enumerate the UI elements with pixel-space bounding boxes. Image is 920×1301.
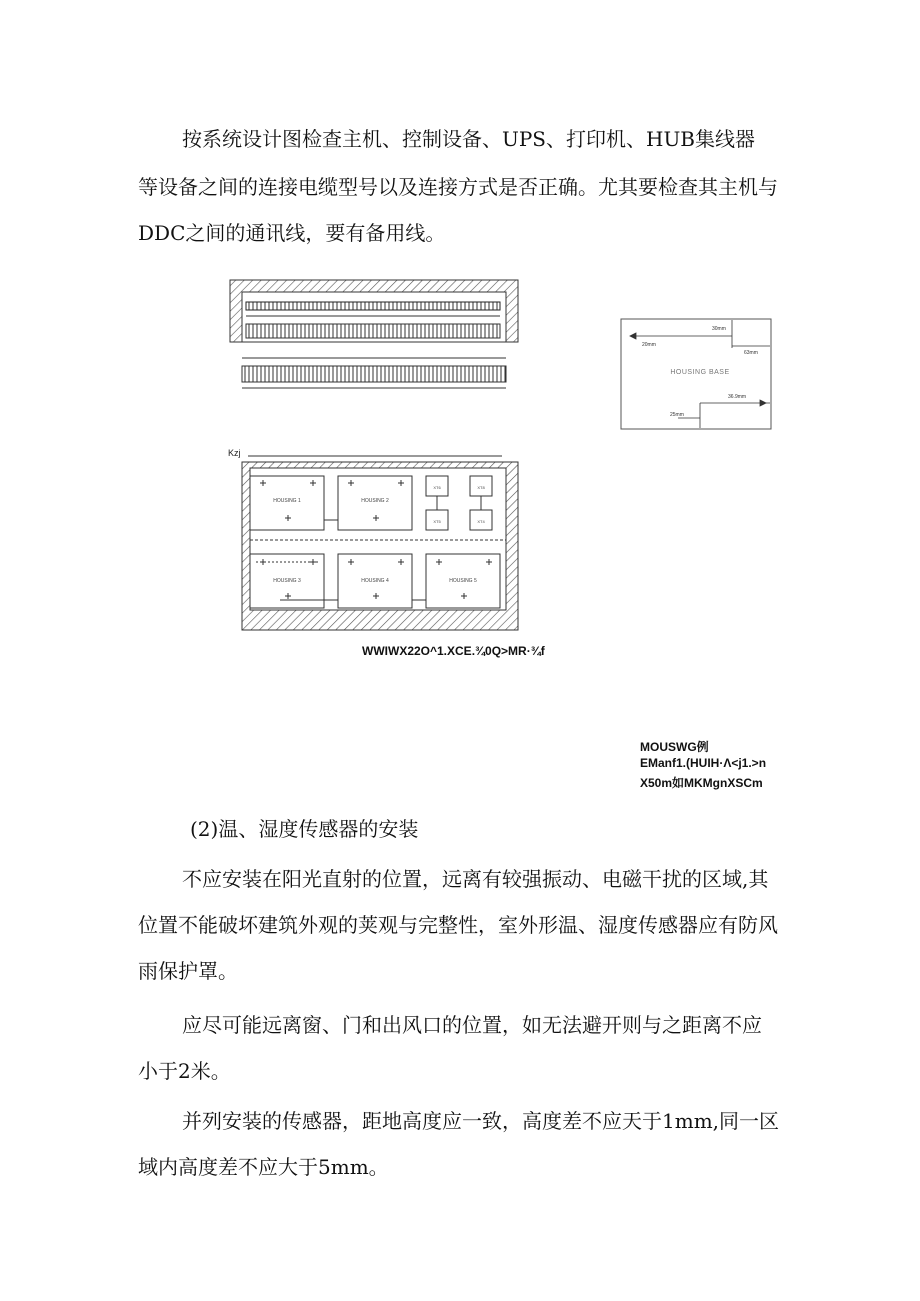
xt-box-2: XT8 (477, 485, 485, 490)
intro-line-1: 按系统设计图检查主机、控制设备、UPS、打印机、HUB集线器 (182, 127, 756, 151)
housing-5-label: HOUSING 5 (449, 578, 477, 584)
right-figure-caption-2: EManf1.(HUIH·Λ<j1.>n (640, 756, 767, 770)
p2-line-1: 应尽可能远离窗、门和出风口的位置，如无法避开则与之距离不应 (182, 1013, 762, 1037)
xt-box-3: XT5 (433, 519, 441, 524)
right-figure-caption-1: MOUSWG例 (640, 740, 709, 754)
p3-line-1: 并列安装的传感器，距地高度应一致，高度差不应天于1mm,同一区 (182, 1109, 780, 1133)
dim-30mm: 30mm (712, 326, 726, 332)
intro-line-2: 等设备之间的连接电缆型号以及连接方式是否正确。尤其要检查其主机与 (138, 175, 778, 199)
dim-63mm: 63mm (744, 350, 758, 356)
housing-4-label: HOUSING 4 (361, 578, 389, 584)
top-cabinet (230, 280, 518, 342)
bottom-cabinet (242, 462, 518, 630)
dim-36-9mm: 36.9mm (728, 394, 747, 400)
housing-3-label: HOUSING 3 (273, 578, 301, 584)
p3-line-2: 域内高度差不应大于5mm。 (138, 1155, 389, 1179)
housing-base-diagram (620, 318, 772, 430)
left-figure-caption: WWIWX22O^1.XCE.¾0Q>MR·¾f (362, 644, 545, 658)
dim-20mm: 20mm (642, 342, 656, 348)
right-figure-caption-3: X50m如MKMgnXSCm (640, 776, 763, 790)
dim-25mm: 25mm (670, 412, 684, 418)
housing-2-label: HOUSING 2 (361, 498, 389, 504)
housing-base-title: HOUSING BASE (670, 369, 730, 376)
intro-line-3: DDC之间的通讯线，要有备用线。 (138, 221, 446, 245)
xt-box-4: XT4 (477, 519, 485, 524)
p1-line-3: 雨保护罩。 (138, 959, 238, 983)
p2-line-2: 小于2米。 (138, 1059, 231, 1083)
cabinet-layout-diagram (220, 270, 530, 640)
section-heading: (2)温、湿度传感器的安装 (190, 817, 419, 841)
middle-rail (242, 358, 506, 388)
kzj-label: Kzj (228, 448, 241, 458)
housing-1-label: HOUSING 1 (273, 498, 301, 504)
p1-line-2: 位置不能破坏建筑外观的荚观与完整性，室外形温、湿度传感器应有防风 (138, 913, 778, 937)
xt-box-1: XT6 (433, 485, 441, 490)
p1-line-1: 不应安装在阳光直射的位置，远离有较强振动、电磁干扰的区域,其 (182, 867, 769, 891)
